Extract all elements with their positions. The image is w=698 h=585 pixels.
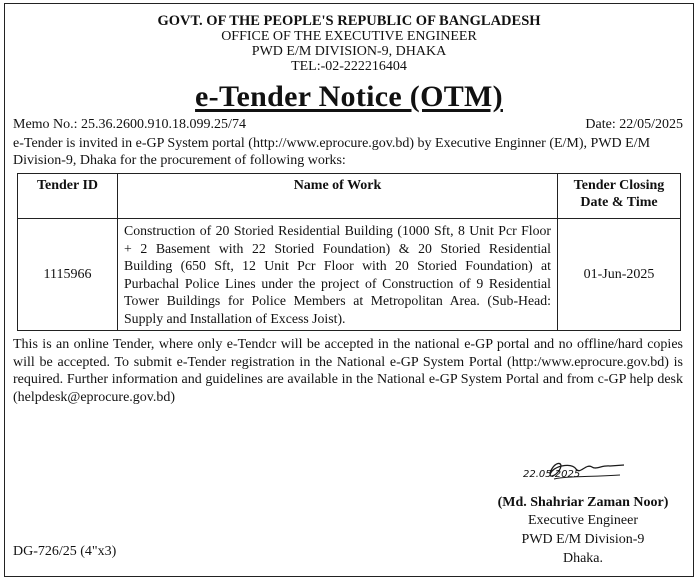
tender-id-cell: 1115966 <box>18 219 118 331</box>
signature-block <box>483 457 683 568</box>
header-tender-id: Tender ID <box>18 174 118 219</box>
signer-office: PWD E/M Division-9 <box>521 532 645 547</box>
intro-text: e-Tender is invited in e-GP System portal (http://www.eprocure.gov.bd) by Executive Enginner (E/M), PWD E/M Division-9, Dhaka for the procurement of following works: <box>13 136 651 168</box>
office-heading: OFFICE OF THE EXECUTIVE ENGINEER <box>221 29 477 44</box>
notice-page <box>4 3 694 577</box>
handwritten-date: 22.05.2025 <box>523 469 581 480</box>
header-closing: Tender Closing Date & Time <box>558 174 681 219</box>
instructions-paragraph: This is an online Tender, where only e-Tendcr will be accepted in the national e-GP portal and no offline/hard copies will be accepted. To submit e-Tender registration in the National e-GP System Portal (http:/www.eprocure.gov.bd) is required. Further information and guidelines are available in the National e-GP System Portal and from c-GP help desk (helpdesk@eprocure.gov.bd) <box>13 337 683 405</box>
table-row <box>18 219 681 331</box>
notice-title: e-Tender Notice (OTM) <box>195 80 503 113</box>
signer-city: Dhaka. <box>562 551 604 566</box>
memo-number: Memo No.: 25.36.2600.910.18.099.25/74 <box>13 117 246 132</box>
signer-name: (Md. Shahriar Zaman Noor) <box>497 495 669 510</box>
memo-row <box>5 117 693 133</box>
signer-designation: Executive Engineer <box>527 513 638 528</box>
telephone: TEL:-02-222216404 <box>291 59 407 74</box>
division-heading: PWD E/M DIVISION-9, DHAKA <box>251 44 447 59</box>
work-description-cell: Construction of 20 Storied Residential Building (1000 Sft, 8 Unit Pcr Floor + 2 Basement with 22 Storied Foundation) & 20 Storied Residential Building (650 Sft, 12 Unit Pcr Floor with 20 Storied Foundation) at Purbachal Police Lines under the project of Construction of 9 Residential Tower Buildings for Police Members at Metropolitan Area. (Sub-Head: Supply and Installation of Excess Joist). <box>118 219 558 331</box>
letterhead <box>5 4 693 74</box>
memo-date: Date: 22/05/2025 <box>585 117 683 132</box>
tender-table <box>17 173 681 331</box>
govt-heading: GOVT. OF THE PEOPLE'S REPUBLIC OF BANGLADESH <box>157 13 541 29</box>
header-name-of-work: Name of Work <box>118 174 558 219</box>
table-header-row <box>18 174 681 219</box>
closing-date-cell: 01-Jun-2025 <box>558 219 681 331</box>
advert-code: DG-726/25 (4"x3) <box>13 544 117 559</box>
